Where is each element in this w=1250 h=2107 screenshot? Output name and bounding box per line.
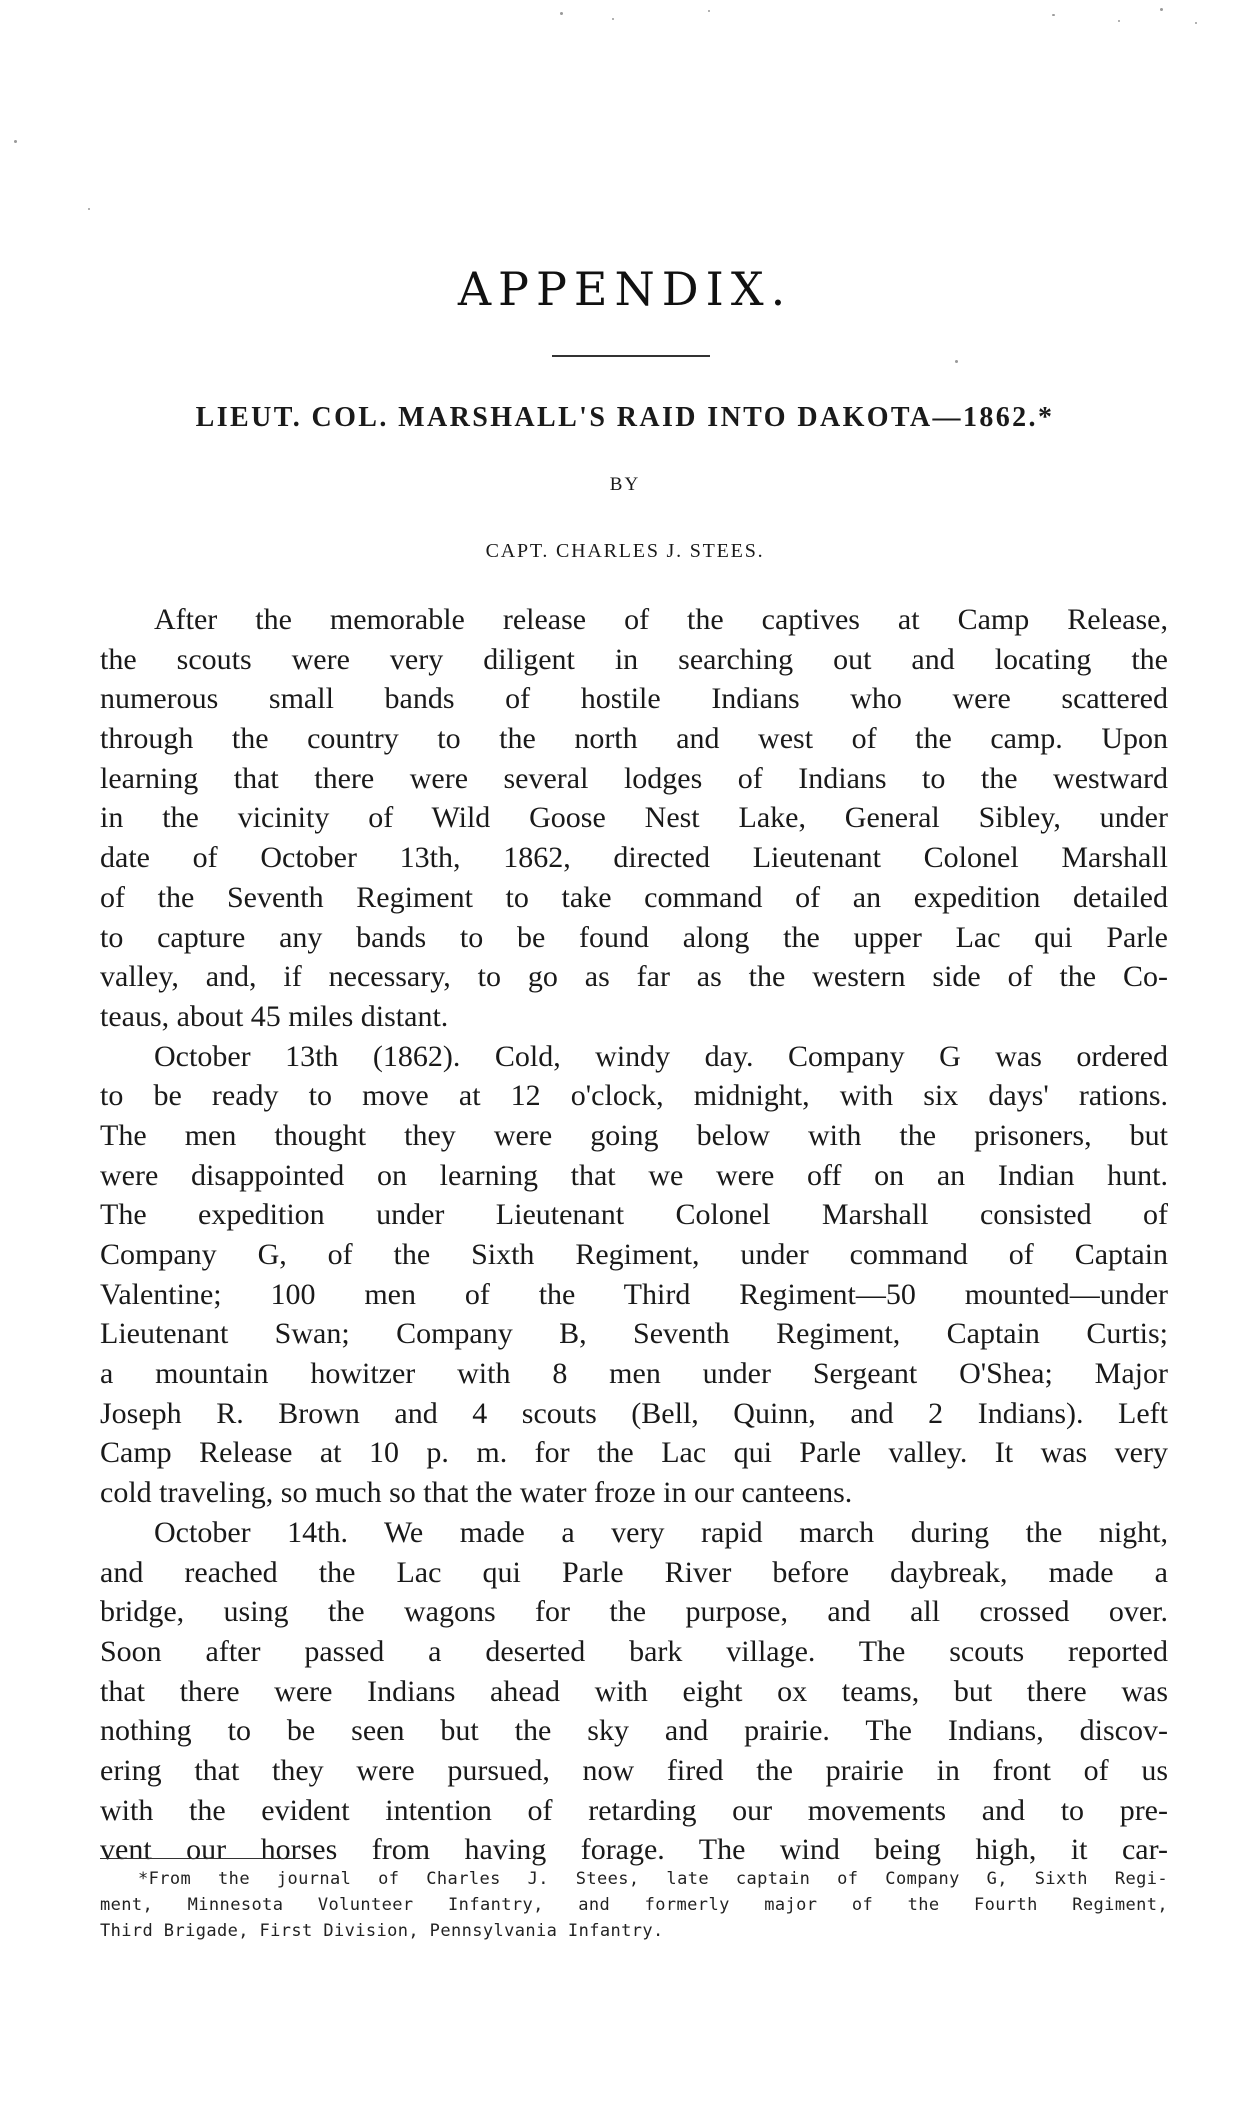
- text-line: to be ready to move at 12 o'clock, midnight, with six days' rations.: [100, 1079, 1168, 1113]
- text-line: valley, and, if necessary, to go as far as the western side of the Co-: [100, 960, 1168, 994]
- text-line: The men thought they were going below with the prisoners, but: [100, 1118, 1168, 1152]
- text-line: date of October 13th, 1862, directed Lieutenant Colonel Marshall: [100, 841, 1168, 875]
- footnote-line: *From the journal of Charles J. Stees, late captain of Company G, Sixth Regi-: [138, 1869, 1168, 1889]
- text-line: Joseph R. Brown and 4 scouts (Bell, Quinn, and 2 Indians). Left: [100, 1396, 1168, 1430]
- text-line: October 13th (1862). Cold, windy day. Company G was ordered: [154, 1039, 1168, 1073]
- text-line: in the vicinity of Wild Goose Nest Lake, General Sibley, under: [100, 801, 1168, 835]
- text-line: teaus, about 45 miles distant.: [100, 999, 449, 1033]
- byline: BY: [609, 474, 641, 495]
- chapter-subtitle: LIEUT. COL. MARSHALL'S RAID INTO DAKOTA—1862.*: [195, 402, 1055, 433]
- author-name: CAPT. CHARLES J. STEES.: [485, 540, 765, 562]
- text-line: Soon after passed a deserted bark village. The scouts reported: [100, 1634, 1168, 1668]
- text-line: cold traveling, so much so that the water froze in our canteens.: [100, 1476, 853, 1510]
- text-line: with the evident intention of retarding our movements and to pre-: [100, 1793, 1168, 1827]
- text-line: nothing to be seen but the sky and prairie. The Indians, discov-: [100, 1714, 1168, 1748]
- text-line: of the Seventh Regiment to take command of an expedition detailed: [100, 880, 1168, 914]
- footnote-divider: [100, 1858, 300, 1859]
- footnote-line: Third Brigade, First Division, Pennsylvania Infantry.: [100, 1921, 664, 1941]
- text-line: October 14th. We made a very rapid march during the night,: [154, 1515, 1168, 1549]
- text-line: through the country to the north and west of the camp. Upon: [100, 722, 1168, 756]
- text-line: numerous small bands of hostile Indians who were scattered: [100, 682, 1168, 716]
- text-line: bridge, using the wagons for the purpose, and all crossed over.: [100, 1595, 1168, 1629]
- text-line: vent our horses from having forage. The wind being high, it car-: [100, 1833, 1168, 1867]
- text-line: were disappointed on learning that we were off on an Indian hunt.: [100, 1158, 1168, 1192]
- text-line: that there were Indians ahead with eight ox teams, but there was: [100, 1674, 1168, 1708]
- text-line: and reached the Lac qui Parle River before daybreak, made a: [100, 1555, 1168, 1589]
- page-title: APPENDIX.: [457, 262, 793, 316]
- text-line: Company G, of the Sixth Regiment, under command of Captain: [100, 1238, 1168, 1271]
- text-line: The expedition under Lieutenant Colonel Marshall consisted of: [100, 1198, 1168, 1232]
- text-line: to capture any bands to be found along the upper Lac qui Parle: [100, 920, 1168, 954]
- text-line: Camp Release at 10 p. m. for the Lac qui Parle valley. It was very: [100, 1436, 1168, 1470]
- text-line: Lieutenant Swan; Company B, Seventh Regiment, Captain Curtis;: [100, 1317, 1168, 1351]
- text-line: ering that they were pursued, now fired the prairie in front of us: [100, 1753, 1168, 1787]
- text-line: a mountain howitzer with 8 men under Sergeant O'Shea; Major: [100, 1357, 1168, 1391]
- footnote: [100, 1866, 1168, 1944]
- body-text: [100, 600, 1168, 1870]
- text-line: the scouts were very diligent in searching out and locating the: [100, 642, 1168, 676]
- title-divider: [552, 355, 710, 357]
- text-line: Valentine; 100 men of the Third Regiment—50 mounted—under: [100, 1277, 1168, 1311]
- text-line: After the memorable release of the captives at Camp Release,: [154, 603, 1168, 636]
- text-line: learning that there were several lodges of Indians to the westward: [100, 761, 1168, 795]
- footnote-line: ment, Minnesota Volunteer Infantry, and formerly major of the Fourth Regiment,: [100, 1895, 1168, 1915]
